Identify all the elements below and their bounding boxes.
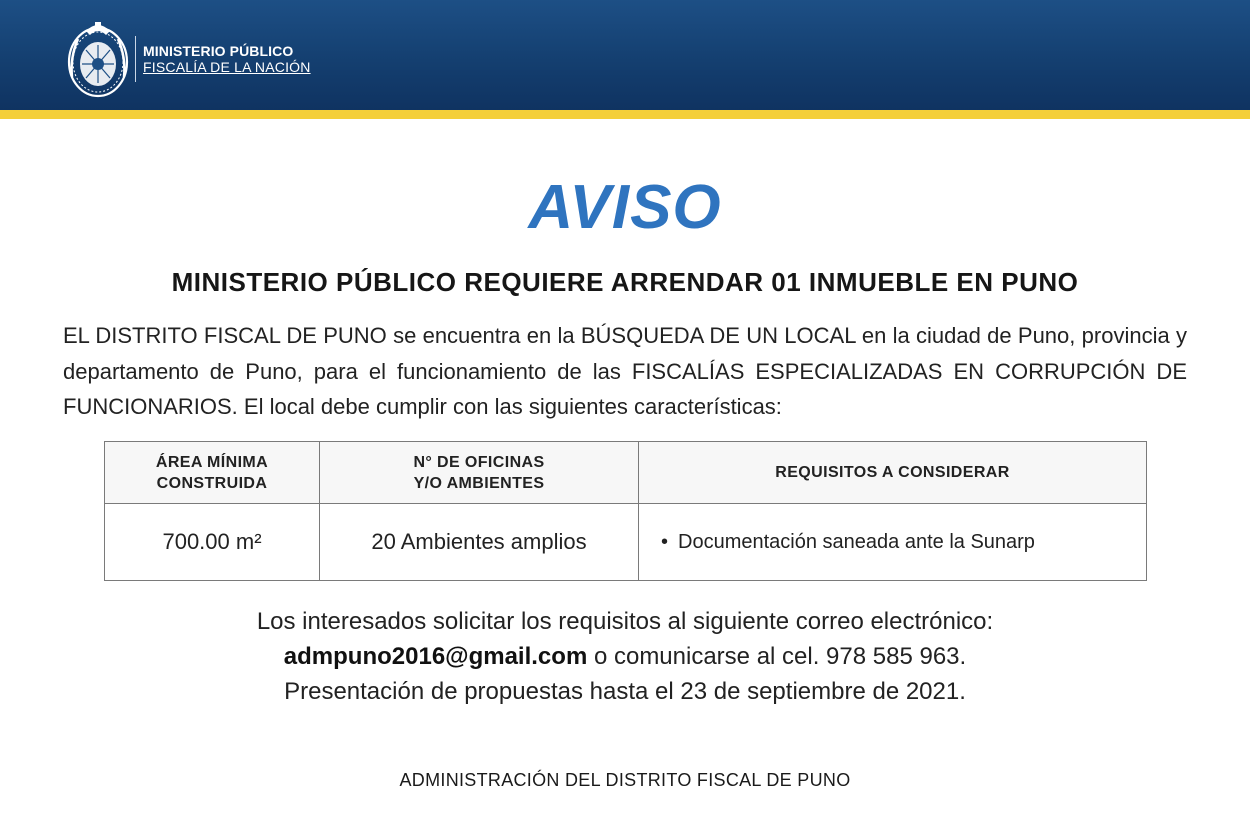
cell-requirements (639, 504, 1147, 581)
header-stripe (0, 110, 1250, 119)
requirement-item: Documentación saneada ante la Sunarp (678, 530, 1035, 553)
header-offices-line1: N° DE OFICINAS (413, 453, 545, 471)
header-requirements (639, 442, 1147, 504)
notice-title: AVISO (528, 173, 722, 242)
header-requirements-line1: REQUISITOS A CONSIDERAR (775, 464, 1010, 481)
notice-subtitle: MINISTERIO PÚBLICO REQUIERE ARRENDAR 01 INMUEBLE EN PUNO (171, 267, 1079, 297)
logo-divider (135, 36, 136, 82)
logo-wordmark (143, 44, 311, 74)
footer-signature: ADMINISTRACIÓN DEL DISTRITO FISCAL DE PUNO (399, 770, 851, 790)
org-name: MINISTERIO PÚBLICO (143, 43, 294, 59)
table-header-row (105, 442, 1147, 504)
ministerio-seal-icon (66, 17, 130, 99)
org-subname: FISCALÍA DE LA NACIÓN (143, 59, 311, 75)
contact-line2 (0, 639, 1250, 674)
contact-phone-text: o comunicarse al cel. 978 585 963. (587, 643, 967, 670)
contact-line1: Los interesados solicitar los requisitos al siguiente correo electrónico: (256, 608, 994, 635)
header-offices (320, 442, 639, 504)
cell-area: 700.00 m² (105, 504, 320, 581)
header-area-line2: CONSTRUIDA (156, 474, 268, 492)
header-area-line1: ÁREA MÍNIMA (155, 453, 269, 471)
table-row (105, 504, 1147, 581)
contact-block (0, 604, 1250, 709)
cell-offices: 20 Ambientes amplios (320, 504, 639, 581)
header-area (105, 442, 320, 504)
bullet-icon: • (661, 530, 669, 553)
contact-deadline: Presentación de propuestas hasta el 23 de septiembre de 2021. (284, 678, 966, 705)
contact-email-link[interactable]: admpuno2016@gmail.com (283, 643, 588, 670)
notice-intro: EL DISTRITO FISCAL DE PUNO se encuentra en la BÚSQUEDA DE UN LOCAL en la ciudad de Puno, provincia y departamento de Puno, para el funcionamiento de las FISCALÍAS ESPECIALIZADAS EN CORRUPCIÓN DE FUNCIONARIOS. El local debe cumplir con las siguientes características: (63, 323, 1187, 419)
requirements-table (104, 441, 1147, 581)
header-offices-line2: Y/O AMBIENTES (413, 474, 545, 492)
